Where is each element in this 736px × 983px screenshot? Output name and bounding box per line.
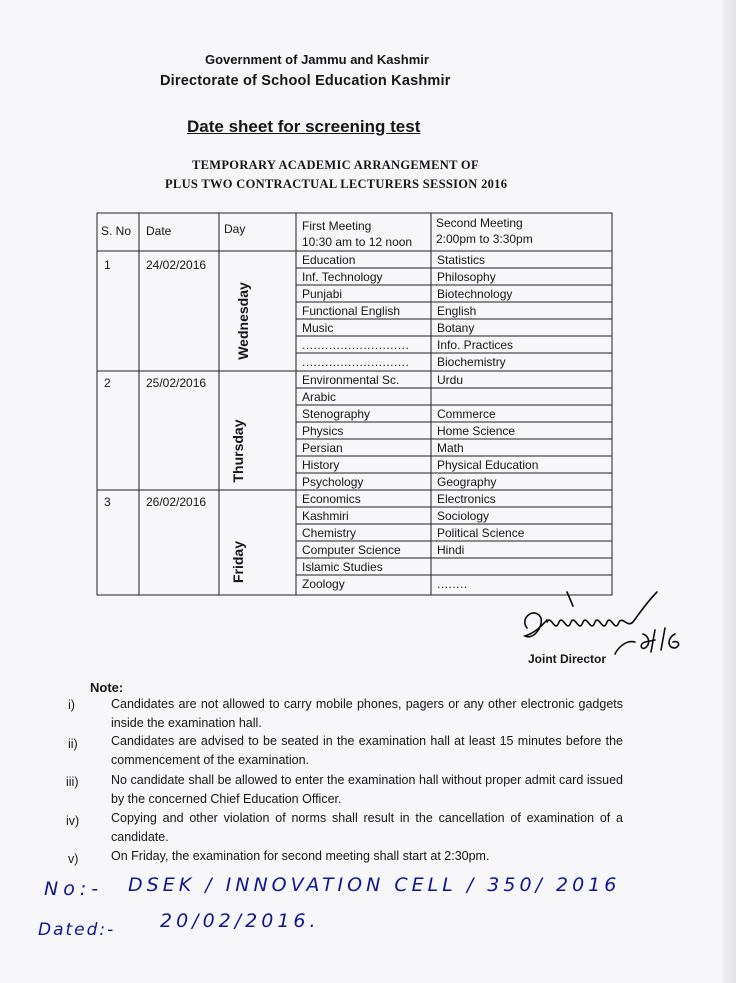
subject-cell: Psychology (302, 475, 364, 489)
document-subtitle-2: PLUS TWO CONTRACTUAL LECTURERS SESSION 2016 (165, 177, 508, 191)
subject-cell: Kashmiri (302, 509, 349, 523)
subject-cell: Math (437, 441, 464, 455)
subject-cell: Inf. Technology (302, 270, 383, 284)
group-3-sno: 3 (104, 495, 111, 509)
note-text: On Friday, the examination for second meeting shall start at 2:30pm. (111, 849, 490, 863)
note-text: Candidates are not allowed to carry mobile phones, pagers or any other electronic gadgets inside the examination hall. (111, 697, 623, 730)
subject-cell: Electronics (437, 492, 496, 506)
subject-cell: English (437, 304, 477, 318)
subject-cell: Stenography (302, 407, 371, 421)
subject-cell: ............................ (302, 338, 410, 352)
subject-cell: Physics (302, 424, 344, 438)
signatory-designation: Joint Director (528, 652, 607, 666)
col-header-sno: S. No (101, 224, 132, 238)
note-text: No candidate shall be allowed to enter the examination hall without proper admit card issued by the concerned Chief Education Officer. (111, 773, 623, 806)
note-number: v) (68, 852, 79, 866)
subject-cell: Info. Practices (437, 338, 514, 352)
handwritten-number-label: No:- (44, 878, 104, 900)
group-1-day: Wednesday (235, 282, 251, 360)
subject-cell: Education (302, 253, 356, 267)
subject-cell: Statistics (437, 253, 486, 267)
subject-cell: Music (302, 321, 334, 335)
subject-cell: Biochemistry (437, 355, 506, 369)
handwritten-dated-label: Dated:- (38, 920, 116, 940)
col-header-second-meeting: Second Meeting (436, 216, 523, 230)
subject-cell: Botany (437, 321, 475, 335)
handwritten-number-value: DSEK / INNOVATION CELL / 350/ 2016 (128, 874, 621, 896)
group-2-sno: 2 (104, 376, 111, 390)
subject-cell: Functional English (302, 304, 401, 318)
group-3-date: 26/02/2016 (146, 495, 207, 509)
subject-cell: Philosophy (437, 270, 496, 284)
subject-cell: Home Science (437, 424, 516, 438)
subject-cell: Environmental Sc. (302, 373, 400, 387)
subject-cell: Political Science (437, 526, 525, 540)
header-directorate: Directorate of School Education Kashmir (160, 73, 451, 89)
col-header-first-meeting: First Meeting (302, 219, 372, 233)
subject-cell: Computer Science (302, 543, 401, 557)
col-header-first-time: 10:30 am to 12 noon (302, 235, 413, 249)
notes-heading: Note: (90, 680, 124, 695)
col-header-day: Day (224, 222, 246, 236)
note-number: iv) (66, 814, 80, 828)
subject-cell: Punjabi (302, 287, 343, 301)
handwritten-dated-value: 20/02/2016. (160, 910, 320, 932)
subject-cell: History (302, 458, 340, 472)
subject-cell: Chemistry (302, 526, 357, 540)
group-2-day: Thursday (230, 419, 246, 483)
subject-cell: Economics (302, 492, 361, 506)
subject-cell: Urdu (437, 373, 464, 387)
subject-cell: Zoology (302, 577, 345, 591)
group-3-day: Friday (230, 541, 246, 584)
note-text: Copying and other violation of norms shall result in the cancellation of examination of a candidate. (111, 811, 623, 844)
subject-cell: Geography (437, 475, 497, 489)
subject-cell: Arabic (302, 390, 337, 404)
note-number: i) (68, 698, 75, 712)
subject-cell: Biotechnology (437, 287, 513, 301)
note-number: iii) (66, 775, 79, 789)
col-header-second-time: 2:00pm to 3:30pm (436, 232, 533, 246)
subject-cell: Islamic Studies (302, 560, 383, 574)
subject-cell: Persian (302, 441, 343, 455)
col-header-date: Date (146, 224, 172, 238)
note-text: Candidates are advised to be seated in the examination hall at least 15 minutes before the commencement of the examination. (111, 734, 623, 767)
note-number: ii) (68, 737, 78, 751)
subject-cell: Sociology (437, 509, 490, 523)
subject-cell: ........ (437, 577, 468, 591)
document-subtitle-1: TEMPORARY ACADEMIC ARRANGEMENT OF (192, 158, 479, 172)
header-government: Government of Jammu and Kashmir (205, 52, 429, 67)
subject-cell: ............................ (302, 355, 410, 369)
subject-cell: Hindi (437, 543, 465, 557)
subject-cell: Commerce (437, 407, 496, 421)
group-2-date: 25/02/2016 (146, 376, 207, 390)
group-1-date: 24/02/2016 (146, 258, 207, 272)
subject-cell: Physical Education (437, 458, 539, 472)
signature-image (515, 588, 685, 658)
document-title: Date sheet for screening test (187, 117, 421, 136)
group-1-sno: 1 (104, 258, 111, 272)
